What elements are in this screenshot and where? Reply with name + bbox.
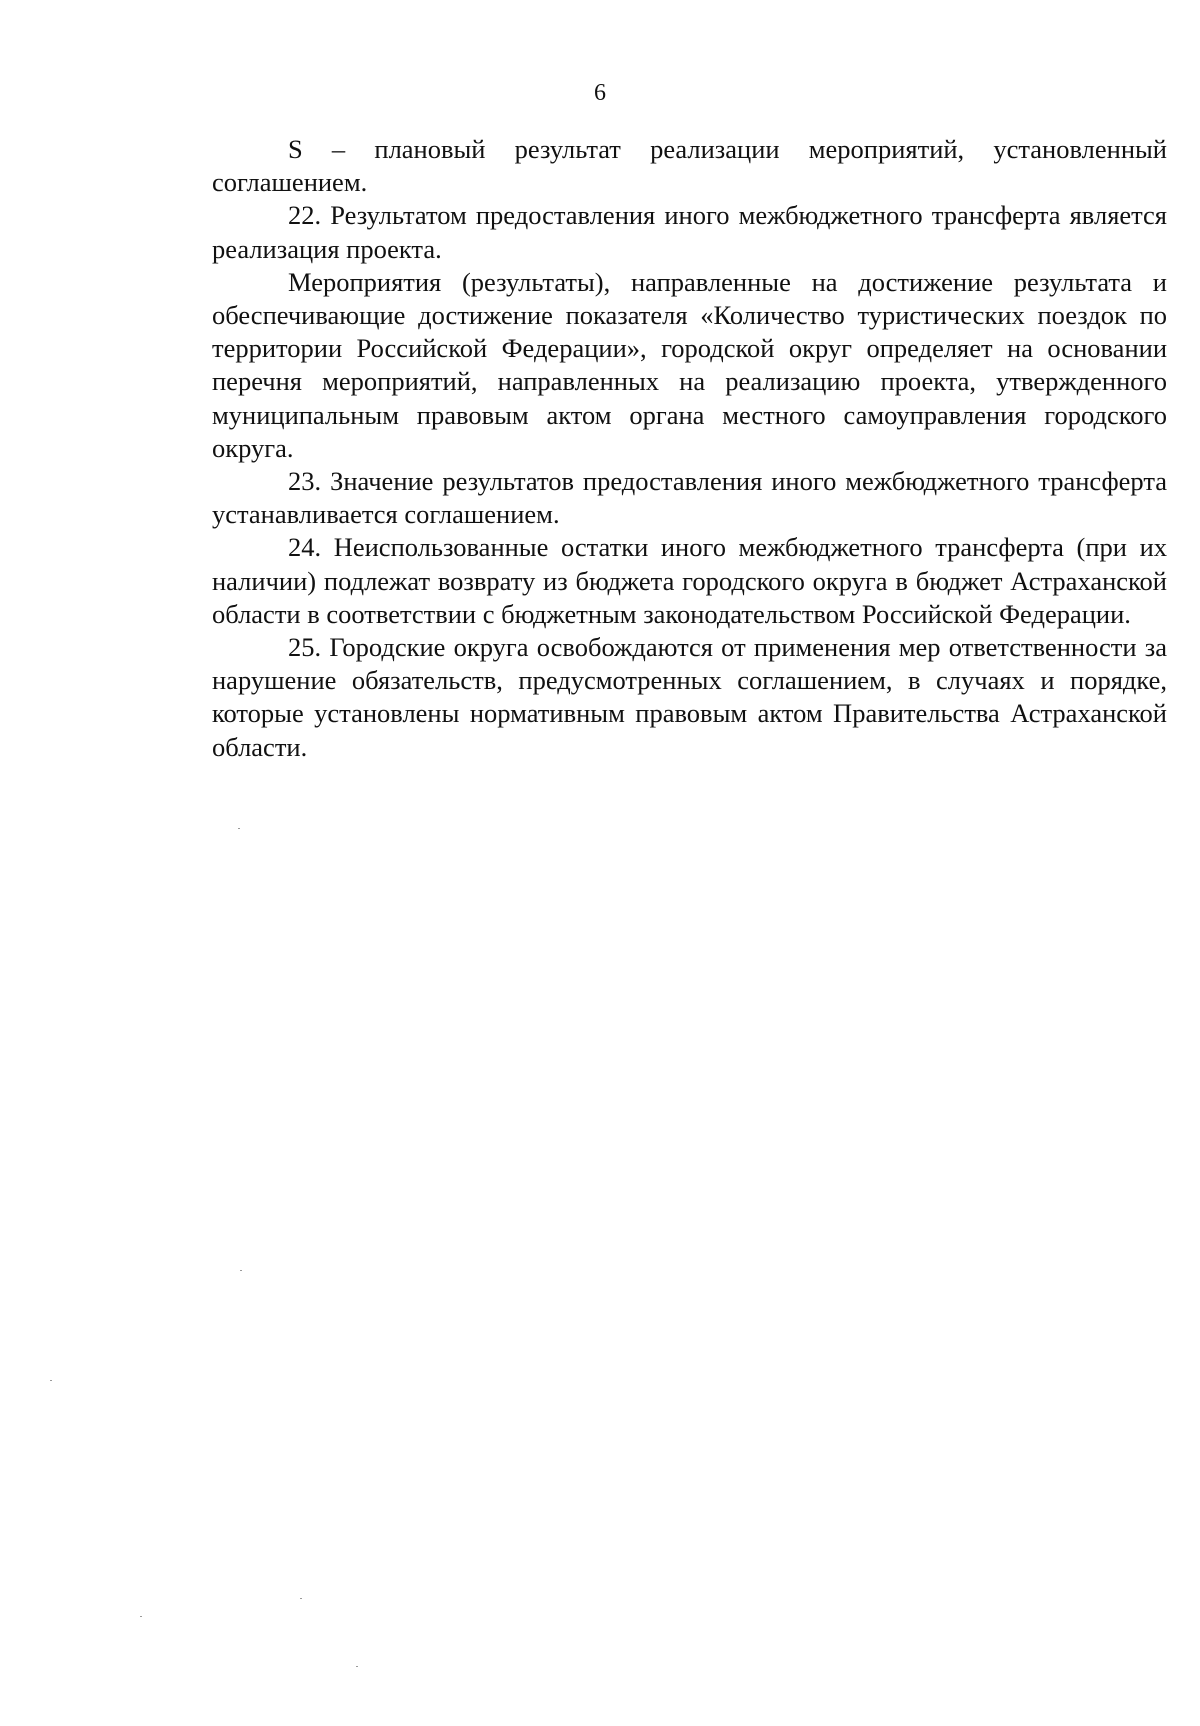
paragraph-22: 22. Результатом предоставления иного межбюджетного трансферта является реализация проекта. — [212, 200, 1167, 264]
paragraph-25: 25. Городские округа освобождаются от применения мер ответственности за нарушение обязательств, предусмотренных соглашением, в случаях и порядке, которые установлены нормативным правовым актом Правительства Астраханской области. — [212, 632, 1167, 762]
scan-speck — [50, 1380, 52, 1381]
scan-speck — [140, 1616, 142, 1617]
scan-speck — [300, 1598, 302, 1599]
document-body — [212, 133, 1167, 764]
paragraph-s-definition: S – плановый результат реализации мероприятий, установленный соглашением. — [212, 134, 1167, 198]
scan-speck — [240, 1270, 242, 1271]
scan-speck — [356, 1666, 358, 1667]
paragraph-24: 24. Неиспользованные остатки иного межбюджетного трансферта (при их наличии) подлежат возврату из бюджета городского округа в бюджет Астраханской области в соответствии с бюджетным законодательством Российской Федерации. — [212, 532, 1167, 629]
page-number: 6 — [594, 80, 606, 106]
scan-speck — [238, 828, 240, 829]
paragraph-measures: Мероприятия (результаты), направленные на достижение результата и обеспечивающие достижение показателя «Количество туристических поездок по территории Российской Федерации», городской округ определяет на основании перечня мероприятий, направленных на реализацию проекта, утвержденного муниципальным правовым актом органа местного самоуправления городского округа. — [212, 266, 1167, 463]
paragraph-23: 23. Значение результатов предоставления иного межбюджетного трансферта устанавливается соглашением. — [212, 466, 1167, 530]
